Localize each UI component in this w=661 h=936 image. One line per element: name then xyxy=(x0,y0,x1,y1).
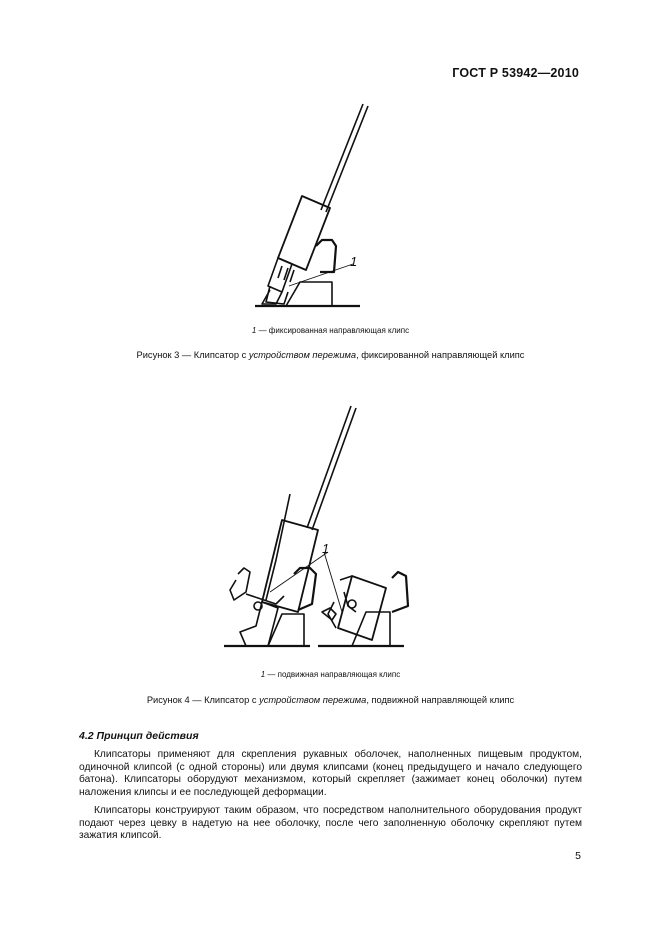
page-number: 5 xyxy=(575,850,581,862)
caption-prefix: Рисунок 3 — Клипсатор с xyxy=(136,350,249,360)
caption-suffix: , фиксированной направляющей клипс xyxy=(356,350,525,360)
caption-suffix: , подвижной направляющей клипс xyxy=(366,695,515,705)
legend-text: — подвижная направляющая клипс xyxy=(265,670,401,679)
figure-4-caption xyxy=(0,695,661,705)
caption-italic: устройством пережима xyxy=(248,350,357,360)
figure-3-callout: 1 xyxy=(350,254,358,269)
legend-number: 1 xyxy=(260,670,266,679)
standard-header: ГОСТ Р 53942—2010 xyxy=(452,66,579,80)
figure-3-legend xyxy=(0,326,661,335)
legend-number: 1 xyxy=(251,326,257,335)
figure-4-callout: 1 xyxy=(322,541,330,556)
section-title: 4.2 Принцип действия xyxy=(79,730,199,742)
caption-italic: устройством пережима xyxy=(259,695,367,705)
figure-3-drawing xyxy=(0,95,661,320)
figure-4-drawing xyxy=(0,400,661,650)
legend-text: — фиксированная направляющая клипс xyxy=(256,326,410,335)
figure-3-caption xyxy=(0,350,661,360)
caption-prefix: Рисунок 4 — Клипсатор с xyxy=(146,695,260,705)
paragraph-2: Клипсаторы конструируют таким образом, что посредством наполнительного оборудования продукт подают через цевку в надетую на нее оболочку, после чего заполненную оболочку скрепляют путем зажатия клипсой. xyxy=(79,805,582,842)
paragraph-1: Клипсаторы применяют для скрепления рукавных оболочек, наполненных пищевым продуктом, одиночной клипсой (с одной стороны) или двумя клипсами (конец предыдущего и начало следующего батона). Клипсаторы оборудуют механизмом, который скрепляет (зажимает конец оболочки) путем наложения клипсы и ее последующей деформации. xyxy=(79,749,582,798)
figure-4-legend xyxy=(0,670,661,679)
